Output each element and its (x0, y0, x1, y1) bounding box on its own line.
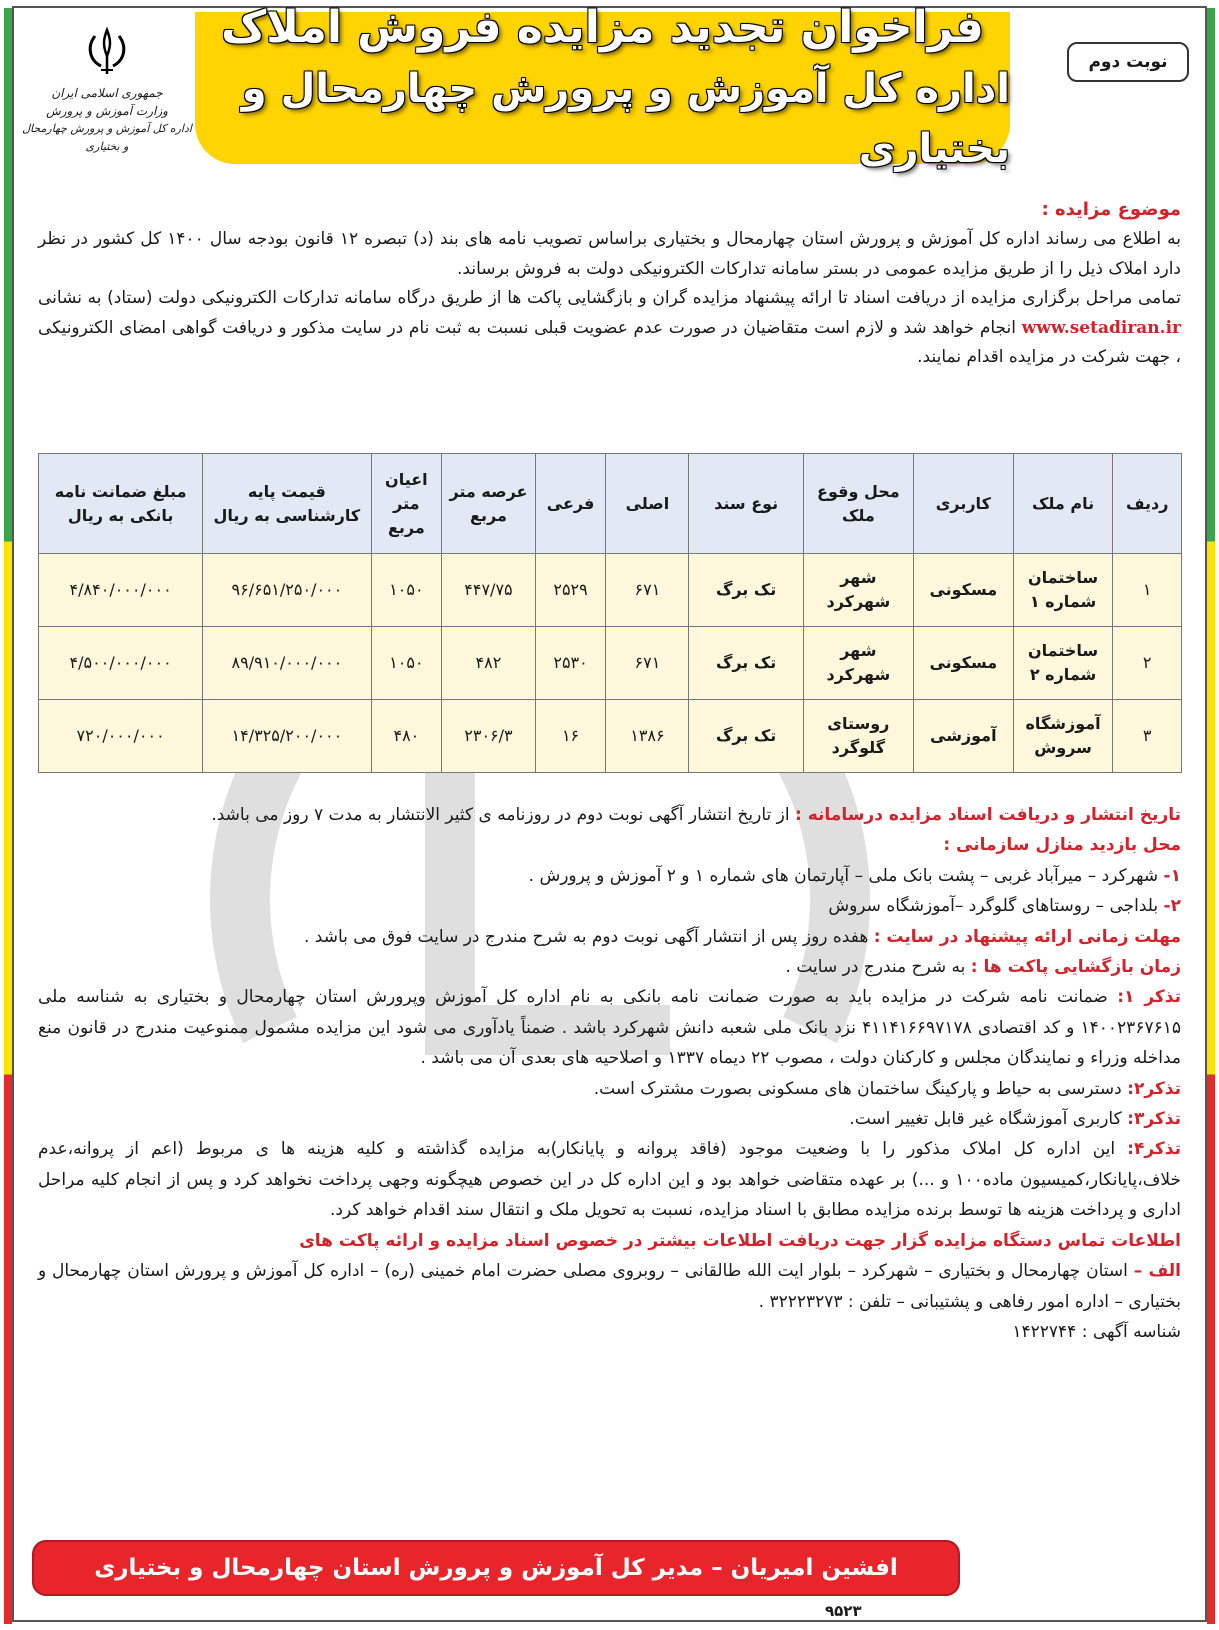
contact-a-text: استان چهارمحال و بختیاری – شهرکرد – بلوار ایت الله طالقانی – روبروی مصلی حضرت امام خمینی (ره) – اداره کل آموزش و پرورش استان چهارمحال و بختیاری – اداره امور رفاهی و پشتیبانی – تلفن : ۳۲۲۲۳۲۷۳ . (38, 1261, 1181, 1312)
logo-line-2: وزارت آموزش و پرورش (46, 104, 168, 118)
setadiran-link[interactable]: www.setadiran.ir (1021, 317, 1181, 338)
visit-item-1-number: ۱- (1163, 865, 1181, 886)
cell: ساختمان شماره ۱ (1013, 554, 1113, 627)
cell: شهر شهرکرد (803, 627, 913, 700)
subject-paragraph-2a: تمامی مراحل برگزاری مزایده از دریافت اسناد تا ارائه پیشنهاد مزایده گران و بازگشایی پاکت ها از طریق درگاه سامانه تدارکات الکترونیکی دولت (ستاد) به نشانی (38, 288, 1181, 308)
col-header: مبلغ ضمانت نامه بانکی به ریال (39, 454, 203, 554)
table-row (39, 554, 1182, 627)
cell: تک برگ (689, 554, 803, 627)
cell: ۷۲۰/۰۰۰/۰۰۰ (39, 700, 203, 773)
properties-table (38, 453, 1182, 773)
col-header: محل وقوع ملک (803, 454, 913, 554)
note-4-label: تذکر۴: (1127, 1139, 1182, 1160)
cell: ۴/۸۴۰/۰۰۰/۰۰۰ (39, 554, 203, 627)
publish-text: از تاریخ انتشار آگهی نوبت دوم در روزنامه ی کثیر الانتشار به مدت ۷ روز می باشد. (211, 805, 790, 825)
contact-heading: اطلاعات تماس دستگاه مزایده گزار جهت دریافت اطلاعات بیشتر در خصوص اسناد مزایده و ارائه پاکت های (299, 1230, 1181, 1251)
edition-badge: نوبت دوم (1067, 42, 1189, 82)
cell: روستای گلوگرد (803, 700, 913, 773)
signature-bar: افشین امیریان – مدیر کل آموزش و پرورش استان چهارمحال و بختیاری (32, 1540, 960, 1596)
visit-item-2-text: بلداجی – روستاهای گلوگرد –آموزشگاه سروش (828, 896, 1159, 917)
note-4 (38, 1134, 1181, 1225)
opening-text: به شرح مندرج در سایت . (785, 957, 966, 978)
cell: ۱۶ (535, 700, 606, 773)
subject-paragraph-2b: انجام خواهد شد و لازم است متقاضیان در صورت عدم عضویت قبلی نسبت به ثبت نام در سایت مذکور و دریافت گواهی امضای الکترونیکی ، جهت شرکت در مزایده اقدام نمایند. (38, 317, 1181, 367)
cell: آموزشگاه سروش (1013, 700, 1113, 773)
cell: تک برگ (689, 700, 803, 773)
cell: ۱۰۵۰ (371, 627, 442, 700)
cell: ۱ (1113, 554, 1182, 627)
cell: ۱۰۵۰ (371, 554, 442, 627)
note-2-text: دسترسی به حیاط و پارکینگ ساختمان های مسکونی بصورت مشترک است. (593, 1078, 1122, 1099)
cell: ۸۹/۹۱۰/۰۰۰/۰۰۰ (203, 627, 371, 700)
cell: ۲ (1113, 627, 1182, 700)
cell: ۲۳۰۶/۳ (442, 700, 536, 773)
note-3-label: تذکر۳: (1127, 1109, 1181, 1130)
col-header: کاربری (913, 454, 1013, 554)
cell: ۲۵۲۹ (535, 554, 606, 627)
header-title-org: اداره کل آموزش و پرورش چهارمحال و بختیاری (241, 66, 1010, 172)
subject-paragraph-1: به اطلاع می رساند اداره کل آموزش و پرورش استان چهارمحال و بختیاری براساس تصویب نامه های بند (د) تبصره ۱۲ قانون بودجه سال ۱۴۰۰ کل کشور در نظر دارد املاک ذیل را از طریق مزایده عمومی در بستر سامانه تدارکات الکترونیکی دولت به فروش برساند. (38, 229, 1182, 279)
note-1 (38, 982, 1181, 1073)
cell: ۶۷۱ (606, 554, 689, 627)
subject-paragraph-2 (38, 284, 1181, 373)
government-logo (22, 26, 192, 176)
col-header: عرصه متر مربع (442, 454, 536, 554)
visit-item-2 (38, 891, 1181, 921)
details-section (38, 800, 1181, 1347)
col-header: اعیان متر مربع (371, 454, 442, 554)
publish-label: تاریخ انتشار و دریافت اسناد مزایده درسامانه : (795, 805, 1181, 825)
note-1-text: ضمانت نامه شرکت در مزایده باید به صورت ضمانت نامه بانکی به نام اداره کل آموزش وپرورش استان چهارمحال و بختیاری به شناسه ملی ۱۴۰۰۲۳۶۷۶۱۵ و کد اقتصادی ۴۱۱۴۱۶۶۹۷۱۷۸ نزد بانک ملی شعبه دانش شهرکرد باشد . ضمناً یادآوری می شود این مزایده مشمول ممنوعیت مندرج در قانون منع مداخله وزراء و نمایندگان مجلس و کارکنان دولت ، مصوب ۲۲ دیماه ۱۳۳۷ و اصلاحیه های بعدی آن می باشد . (38, 987, 1181, 1069)
cell: ۴۸۲ (442, 627, 536, 700)
cell: ۱۴/۳۲۵/۲۰۰/۰۰۰ (203, 700, 371, 773)
cell: ۴/۵۰۰/۰۰۰/۰۰۰ (39, 627, 203, 700)
col-header: قیمت پایه کارشناسی به ریال (203, 454, 371, 554)
note-4-text: این اداره کل املاک مذکور را با وضعیت موجود (فاقد پروانه و پایانکار)به مزایده گذاشته و کلیه هزینه ها ی مربوط (اعم از پروانه،عدم خلاف،پایانکار،کمیسیون ماده۱۰۰ و ...) بر عهده متقاضی خواهد بود و این اداره کل در این خصوص هیچگونه وجهی پرداخت نخواهد کرد و پس از انجام کلیه مراحل اداری و پرداخت هزینه ها توسط برنده مزایده مطابق با اسناد مزایده، نسبت به تحویل ملک و انتقال سند اقدام خواهد کرد. (38, 1139, 1182, 1221)
deadline-label: مهلت زمانی ارائه پیشنهاد در سایت : (873, 926, 1181, 947)
flag-stripe-right (1207, 8, 1215, 1624)
deadline-info (38, 922, 1181, 952)
visit-item-2-number: ۲- (1163, 896, 1181, 917)
cell: ۴۴۷/۷۵ (442, 554, 536, 627)
visit-item-1-text: شهرکرد – میرآباد غربی – پشت بانک ملی – آپارتمان های شماره ۱ و ۲ آموزش و پرورش . (528, 865, 1159, 886)
cell: ۱۳۸۶ (606, 700, 689, 773)
ad-id: شناسه آگهی : ۱۴۲۲۷۴۴ (1012, 1321, 1181, 1342)
note-3 (38, 1104, 1181, 1134)
table-row (39, 700, 1182, 773)
col-header: ردیف (1113, 454, 1182, 554)
opening-label: زمان بازگشایی پاکت ها : (970, 957, 1181, 978)
cell: ۹۶/۶۵۱/۲۵۰/۰۰۰ (203, 554, 371, 627)
cell: ۲۵۳۰ (535, 627, 606, 700)
cell: ۳ (1113, 700, 1182, 773)
note-3-text: کاربری آموزشگاه غیر قابل تغییر است. (849, 1109, 1122, 1130)
note-1-label: تذکر ۱: (1117, 987, 1181, 1008)
emblem-icon (81, 26, 133, 78)
logo-line-3: اداره کل آموزش و پرورش چهارمحال و بختیاری (22, 122, 192, 153)
cell: تک برگ (689, 627, 803, 700)
col-header: نام ملک (1013, 454, 1113, 554)
header-banner (195, 2, 1010, 172)
opening-info (38, 952, 1181, 982)
table-header-row (39, 454, 1182, 554)
note-2 (38, 1074, 1181, 1104)
flag-stripe-left (4, 8, 12, 1624)
contact-a (38, 1256, 1181, 1317)
note-2-label: تذکر۲: (1127, 1078, 1181, 1099)
visit-label: محل بازدید منازل سازمانی : (943, 835, 1181, 856)
cell: ساختمان شماره ۲ (1013, 627, 1113, 700)
visit-item-1 (38, 861, 1181, 891)
subject-title: موضوع مزایده : (1041, 199, 1181, 220)
deadline-text: هفده روز پس از انتشار آگهی نوبت دوم به شرح مندرج در سایت فوق می باشد . (304, 926, 869, 947)
table-row (39, 627, 1182, 700)
cell: ۶۷۱ (606, 627, 689, 700)
col-header: نوع سند (689, 454, 803, 554)
header-title-main: فراخوان تجدید مزایده فروش املاک (221, 2, 984, 53)
contact-a-label: الف – (1133, 1261, 1181, 1282)
col-header: اصلی (606, 454, 689, 554)
logo-line-1: جمهوری اسلامی ایران (51, 86, 163, 100)
subject-section (38, 195, 1181, 373)
col-header: فرعی (535, 454, 606, 554)
cell: شهر شهرکرد (803, 554, 913, 627)
cell: مسکونی (913, 554, 1013, 627)
publish-info (38, 800, 1181, 830)
cell: مسکونی (913, 627, 1013, 700)
cell: آموزشی (913, 700, 1013, 773)
ad-code: ۹۵۲۳ (825, 1602, 862, 1620)
cell: ۴۸۰ (371, 700, 442, 773)
